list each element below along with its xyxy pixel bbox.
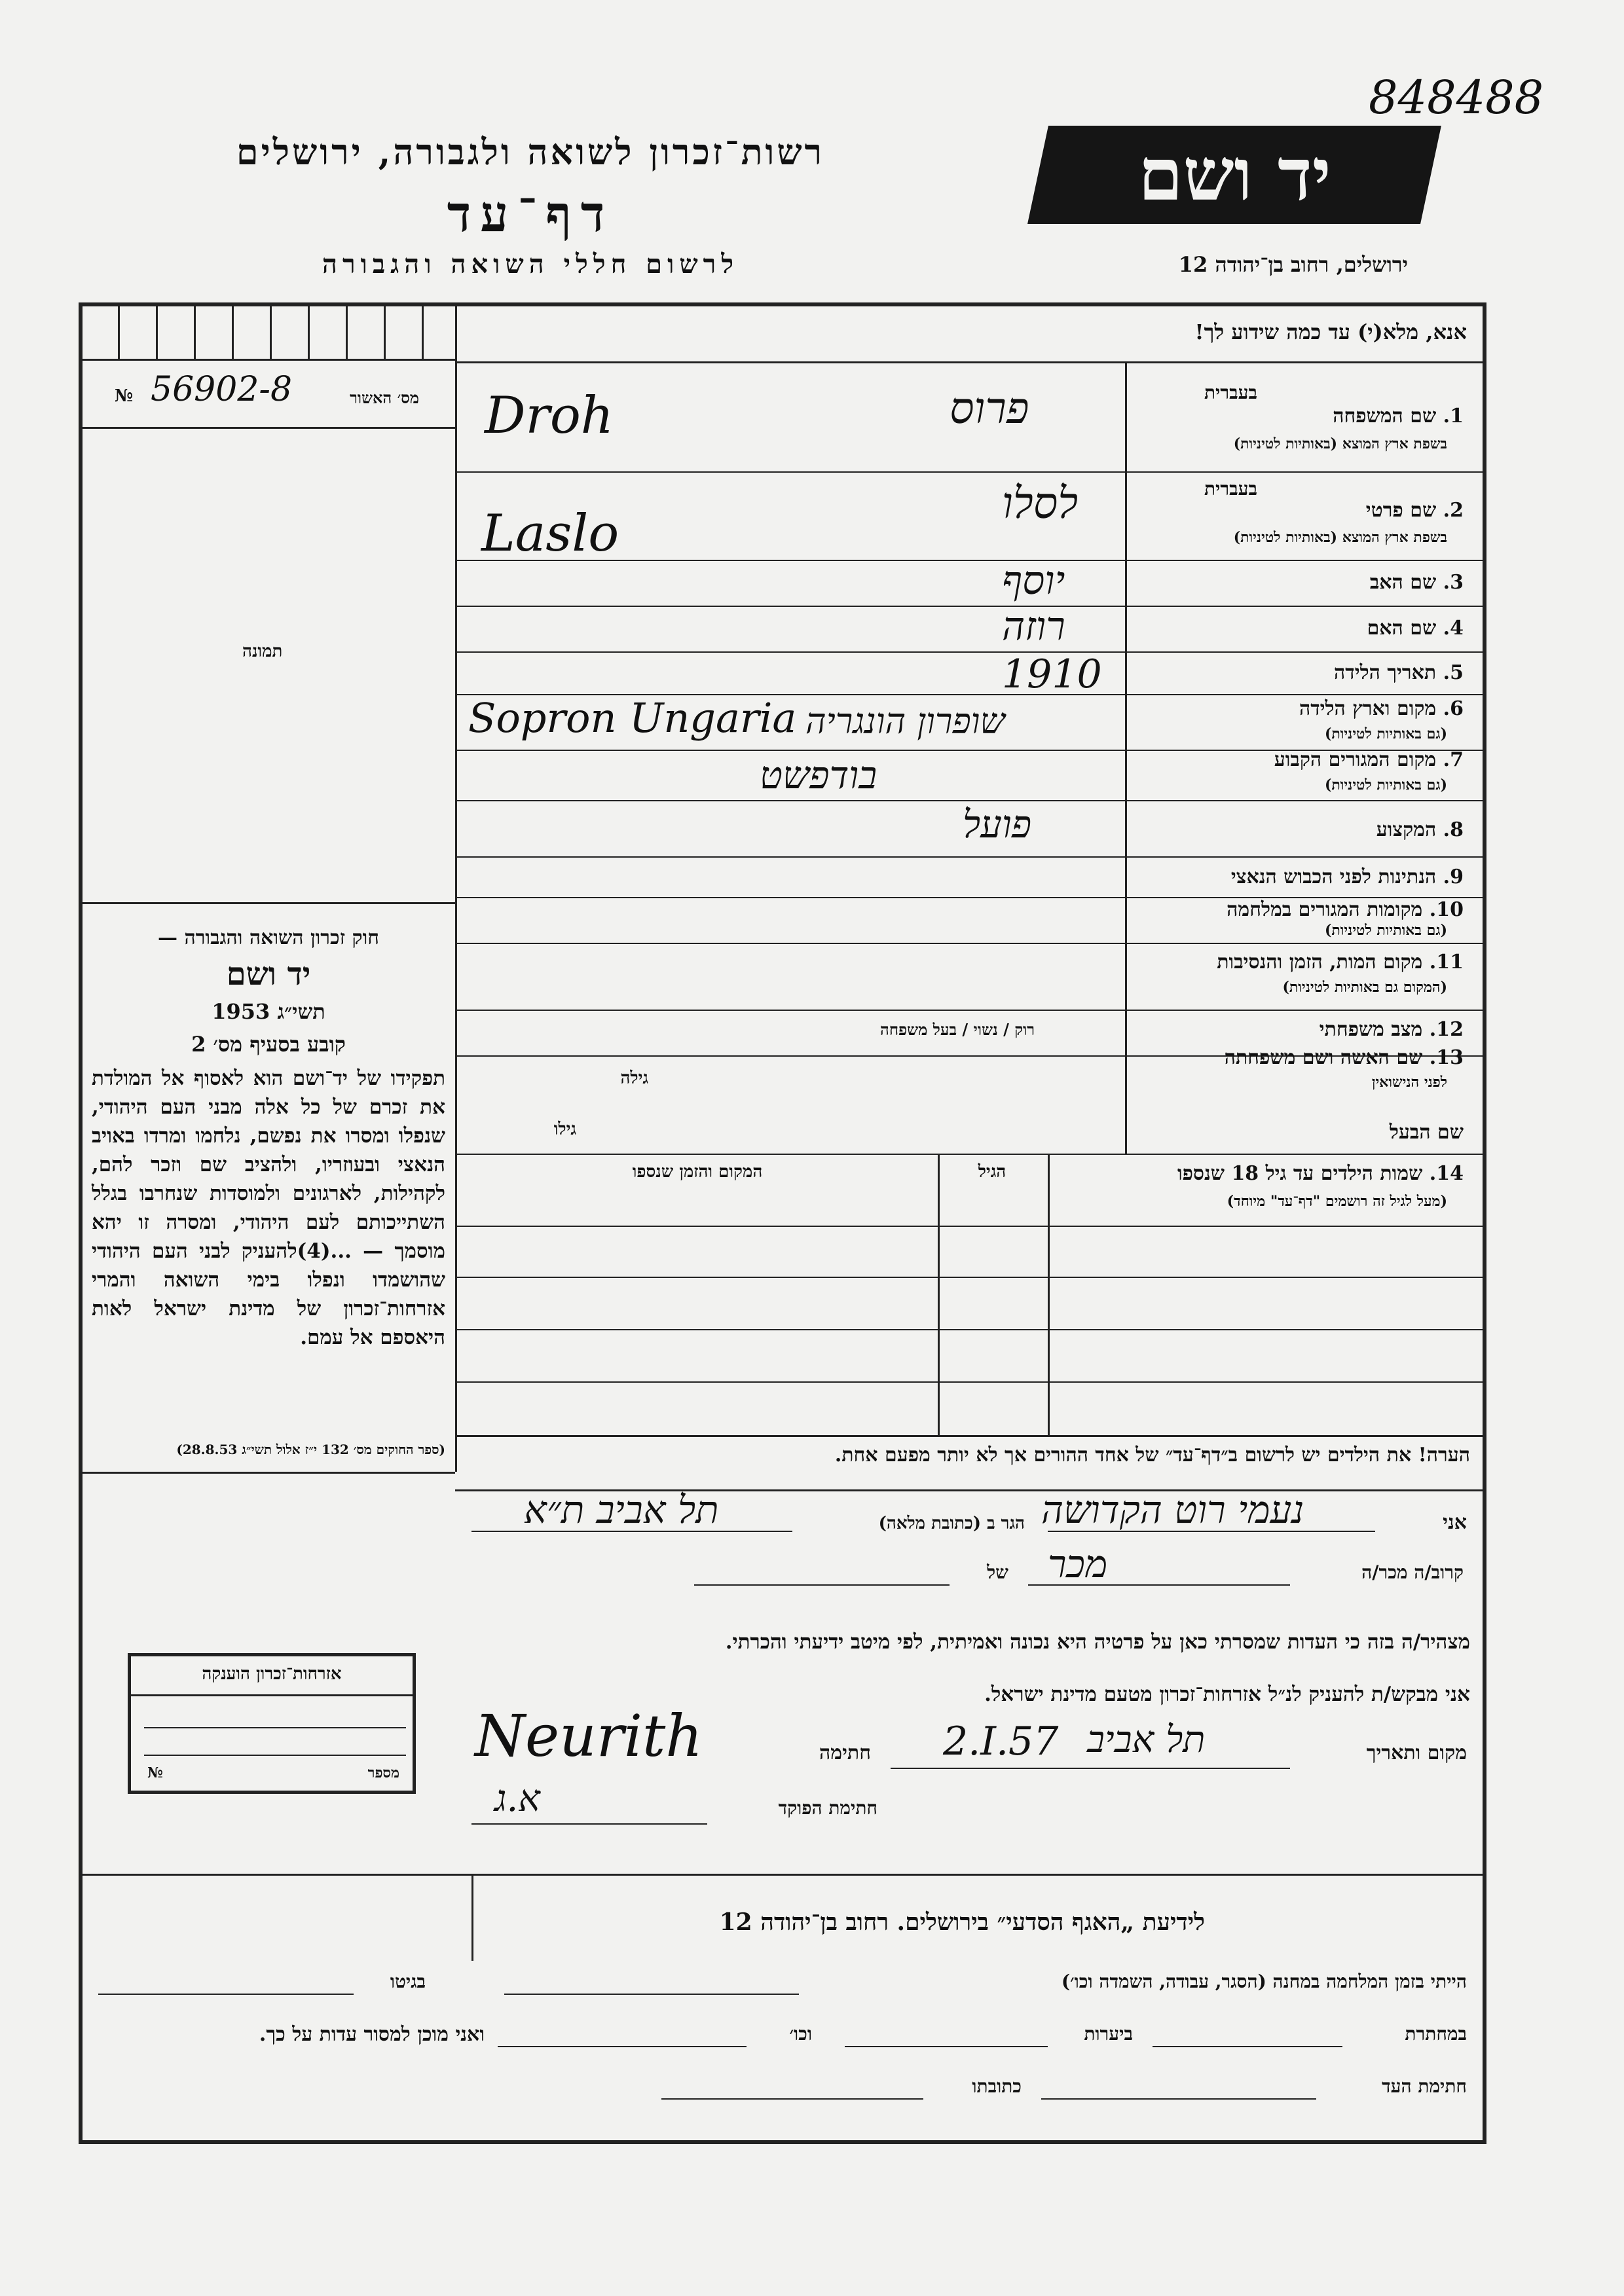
forests-line [845, 2046, 1048, 2047]
relation-label: קרוב/ה מכר/ה [1361, 1561, 1464, 1583]
note-text: הערה! את הילדים יש לרשום ב״דף־עד״ של אחד ההורים אך לא יותר מפעם אחת. [834, 1444, 1470, 1467]
citizenship-prefix: № [147, 1764, 163, 1781]
children-col-age: הגיל [978, 1162, 1006, 1182]
witness-address-line [471, 1531, 792, 1532]
yad-vashem-logo [1027, 126, 1441, 224]
field-12-title: מצב משפחתי [1319, 1018, 1423, 1041]
field-8-label [1136, 818, 1464, 841]
law-body: תפקידו של יד־ושם הוא לאסוף אל המולדת את זכרם של כל אלה מבני העם היהודי, שנפלו ומסרו את נפשם, נלחמו ומרדו באויב הנאצי ובעוזריו, ולהציב שם וזכר להם, לקהילות, לארגונים ולמוסדות שנחרבו בגלל השתייכותם לעם היהודי, ומסרה זו יהא מוסמך — ...(4)להעניק לבני העם היהודי שהושמדו ונפלו בימי השואה והמרי אזרחות־זכרון של מדינת ישראל לאות היאספם אל עמם. [92, 1066, 445, 1349]
field-14-note: (מעל לגיל זה רושמים "דף־עד" מיוחד) [1227, 1193, 1447, 1210]
birthplace-latin: Sopron Ungaria [468, 694, 797, 742]
etc-line [498, 2046, 747, 2047]
field-6-title: מקום וארץ הלידה [1299, 697, 1437, 720]
field-2-tag: בעברית [1204, 478, 1257, 500]
photo-label: תמונה [242, 642, 283, 661]
field-13-note: לפני הנישואין [1371, 1074, 1447, 1091]
wife-age-label: גילה [620, 1068, 648, 1088]
field-3-label [1136, 571, 1464, 594]
field-3-num: 3. [1443, 571, 1464, 594]
field-13-num: 13. [1429, 1046, 1464, 1069]
husband-age-label: גילו [553, 1120, 576, 1139]
approval-number: 56902-8 [151, 370, 293, 409]
law-year: תשי״ג 1953 [212, 999, 325, 1024]
footer-mark [471, 1876, 473, 1961]
archive-number: 848488 [1369, 71, 1544, 124]
place-date-line [891, 1768, 1290, 1769]
request: אני מבקש/ת להעניק לנ״ל אזרחות־זכרון מטעם מדינת ישראל. [984, 1683, 1470, 1706]
field-11-note: (המקום גם באותיות לטיניות) [1282, 979, 1447, 996]
surname-hebrew: פרוס [950, 383, 1029, 433]
field-8-title: המקצוע [1376, 818, 1437, 841]
underground-line [1153, 2046, 1342, 2047]
field-6-note: (גם באותיות לטיניות) [1324, 725, 1447, 742]
field-7-title: מקום המגורים הקבוע [1274, 748, 1437, 771]
field-7-note: (גם באותיות לטיניות) [1324, 776, 1447, 793]
witness-address: תל אביב ת״א [524, 1487, 719, 1532]
footer-ghetto: בגיטו [390, 1971, 426, 1992]
law-title: חוק זכרון השואה והגבורה — [158, 926, 379, 949]
law-reference: (ספר החוקים מס׳ 132 י״ז אלול תשי״ג 28.8.53) [176, 1442, 445, 1457]
signing-date: 2.I.57 [943, 1719, 1059, 1764]
father-name: יוסף [1002, 558, 1065, 604]
field-13-title: שם האשה ושם משפחתה [1224, 1046, 1423, 1069]
field-9-label [1071, 866, 1464, 888]
given-name-hebrew: לסלו [1002, 478, 1079, 528]
footer-title: לידיעת „האגף הסדעי״ בירושלים. רחוב בן־יהודה 12 [719, 1908, 1205, 1936]
ghetto-line [98, 1994, 354, 1995]
field-6-label [1136, 697, 1464, 720]
field-13-label [1071, 1046, 1464, 1069]
organization-name: רשות־זכרון לשואה ולגבורה, ירושלים [236, 131, 825, 173]
camp-line [504, 1994, 799, 1995]
field-10-label [1071, 898, 1464, 921]
law-name: יד ושם [226, 956, 311, 993]
witness-resides-label: הגר ב (כתובת מלאה) [878, 1514, 1025, 1533]
field-11-label [1071, 951, 1464, 974]
birth-date: 1910 [1002, 651, 1102, 697]
form-title: דף־עד [447, 185, 614, 243]
address: ירושלים, רחוב בן־יהודה 12 [1178, 252, 1408, 277]
declaration: מצהיר/ה בזה כי העדות שמסרתי כאן על פרטיה היא נכונה ואמיתית, לפי מיטב ידיעתי והכרתי. [725, 1630, 1470, 1654]
relation-value: מכר [1048, 1542, 1108, 1586]
field-9-num: 9. [1443, 866, 1464, 888]
husband-label: שם הבעל [1389, 1121, 1464, 1144]
footer-underground: במחתרת [1405, 2023, 1467, 2045]
field-8-num: 8. [1443, 818, 1464, 841]
given-name-latin: Laslo [481, 504, 619, 563]
field-9-title: הנתינות לפני הכבוש הנאצי [1230, 866, 1437, 888]
witness-i-label: אני [1443, 1511, 1467, 1534]
officer-line [471, 1823, 707, 1825]
field-2-label [1136, 499, 1464, 522]
relation-of: של [987, 1561, 1008, 1583]
residence: בודפשט [760, 753, 877, 797]
signature: Neurith [475, 1702, 703, 1770]
citizenship-title: אזרחות־זכרון הוענקה [202, 1664, 342, 1684]
field-10-note: (גם באותיות לטיניות) [1324, 922, 1447, 939]
witness-name-line [1048, 1531, 1375, 1532]
officer-label: חתימת הפוקד [778, 1797, 877, 1819]
footer-forests: ביערות [1084, 2023, 1133, 2045]
field-5-label [1136, 661, 1464, 684]
field-14-title: שמות הילדים עד גיל 18 שנספו [1177, 1162, 1423, 1185]
of-line [694, 1584, 950, 1586]
field-1-tag: בעברית [1204, 382, 1257, 403]
witness-name: נעמי רוט הקדושה [1041, 1487, 1304, 1532]
field-3-title: שם האב [1369, 571, 1437, 594]
footer-address: כתובתו [972, 2075, 1022, 2097]
surname-latin: Droh [485, 386, 614, 445]
field-11-num: 11. [1429, 951, 1464, 974]
field-10-title: מקומות המגורים במלחמה [1227, 898, 1423, 921]
address-line [661, 2098, 923, 2100]
footer-etc: וכו׳ [789, 2023, 812, 2045]
field-14-label [1054, 1162, 1464, 1185]
officer-signature: א.ג [494, 1777, 540, 1820]
place-date-label: מקום ותאריך [1366, 1741, 1467, 1764]
birthplace-hebrew: שופרון הונגריה [805, 701, 1005, 742]
field-4-title: שם האם [1367, 617, 1437, 640]
footer-ready: ואני מוכן למסור עדות על כך. [259, 2023, 485, 2046]
children-col-place: המקום והזמן שנספו [632, 1162, 763, 1182]
field-11-title: מקום המות, הזמן והנסיבות [1217, 951, 1423, 974]
field-1-note: בשפת ארץ המוצא (באותיות לטיניות) [1233, 435, 1447, 452]
approval-prefix: № [115, 386, 134, 406]
footer-camp-line: הייתי בזמן המלחמה במחנה (הסגר, עבודה, השמדה וכו׳) [1061, 1971, 1467, 1992]
field-1-num: 1. [1443, 405, 1464, 428]
relation-line [1028, 1584, 1290, 1586]
footer-witness-signature: חתימת העד [1382, 2075, 1467, 2097]
field-12-label [1136, 1018, 1464, 1041]
field-10-num: 10. [1429, 898, 1464, 921]
approval-label: מס׳ האשור [350, 388, 419, 407]
field-5-num: 5. [1443, 661, 1464, 684]
form-subtitle: לרשום חללי השואה והגבורה [322, 249, 739, 280]
intro-text: אנא, מלא(י) עד כמה שידוע לך! [1194, 319, 1467, 344]
field-2-title: שם פרטי [1365, 499, 1437, 522]
signing-place: תל אביב [1087, 1719, 1206, 1761]
field-1-title: שם המשפחה [1333, 405, 1437, 428]
witness-sig-line [1041, 2098, 1316, 2100]
field-2-num: 2. [1443, 499, 1464, 522]
field-12-num: 12. [1429, 1018, 1464, 1041]
field-14-num: 14. [1429, 1162, 1464, 1185]
field-12-options: רוק / נשוי / בעל משפחה [880, 1020, 1035, 1039]
citizenship-number-label: מספר [367, 1764, 399, 1781]
field-2-note: בשפת ארץ המוצא (באותיות לטיניות) [1233, 529, 1447, 546]
field-7-label [1136, 748, 1464, 771]
field-6-num: 6. [1443, 697, 1464, 720]
field-4-label [1136, 617, 1464, 640]
law-clause: קובע בסעיף מס׳ 2 [191, 1032, 346, 1057]
mother-name: רוזה [1002, 604, 1065, 649]
profession: פועל [963, 802, 1032, 847]
citizenship-box [128, 1653, 416, 1794]
field-4-num: 4. [1443, 617, 1464, 640]
field-5-title: תאריך הלידה [1334, 661, 1437, 684]
field-7-num: 7. [1443, 748, 1464, 771]
signature-label: חתימה [819, 1741, 871, 1764]
logo-text: יד ושם [1137, 132, 1331, 217]
field-1-label [1136, 405, 1464, 428]
